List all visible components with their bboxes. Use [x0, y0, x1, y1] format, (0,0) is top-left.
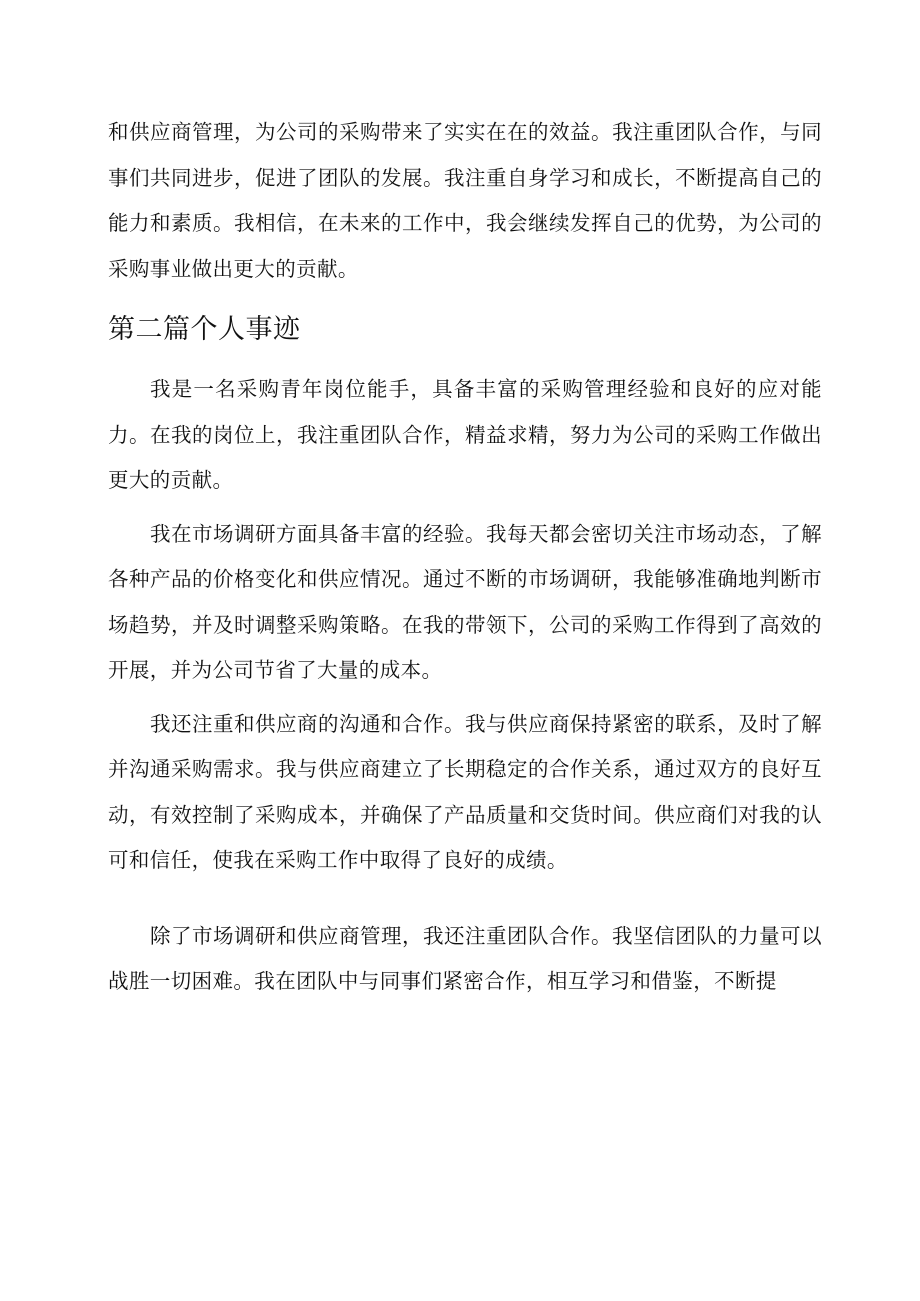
paragraph-supplier-communication: 我还注重和供应商的沟通和合作。我与供应商保持紧密的联系，及时了解并沟通采购需求。我与供应商建立了长期稳定的合作关系，通过双方的良好互动，有效控制了采购成本，并确保了产品质量和交货时间。供应商们对我的认可和信任，使我在采购工作中取得了良好的成绩。: [108, 711, 822, 872]
paragraph-continuation: 和供应商管理，为公司的采购带来了实实在在的效益。我注重团队合作，与同事们共同进步，促进了团队的发展。我注重自身学习和成长，不断提高自己的能力和素质。我相信，在未来的工作中，我会继续发挥自己的优势，为公司的采购事业做出更大的贡献。: [108, 120, 822, 281]
paragraph-intro: 我是一名采购青年岗位能手，具备丰富的采购管理经验和良好的应对能力。在我的岗位上，我注重团队合作，精益求精，努力为公司的采购工作做出更大的贡献。: [108, 377, 822, 492]
section-heading: 第二篇个人事迹: [108, 314, 301, 345]
document-page: [108, 110, 822, 1005]
paragraph-teamwork: 除了市场调研和供应商管理，我还注重团队合作。我坚信团队的力量可以战胜一切困难。我在团队中与同事们紧密合作，相互学习和借鉴，不断提: [108, 923, 822, 993]
paragraph-market-research: 我在市场调研方面具备丰富的经验。我每天都会密切关注市场动态，了解各种产品的价格变化和供应情况。通过不断的市场调研，我能够准确地判断市场趋势，并及时调整采购策略。在我的带领下，公司的采购工作得到了高效的开展，并为公司节省了大量的成本。: [108, 521, 822, 682]
